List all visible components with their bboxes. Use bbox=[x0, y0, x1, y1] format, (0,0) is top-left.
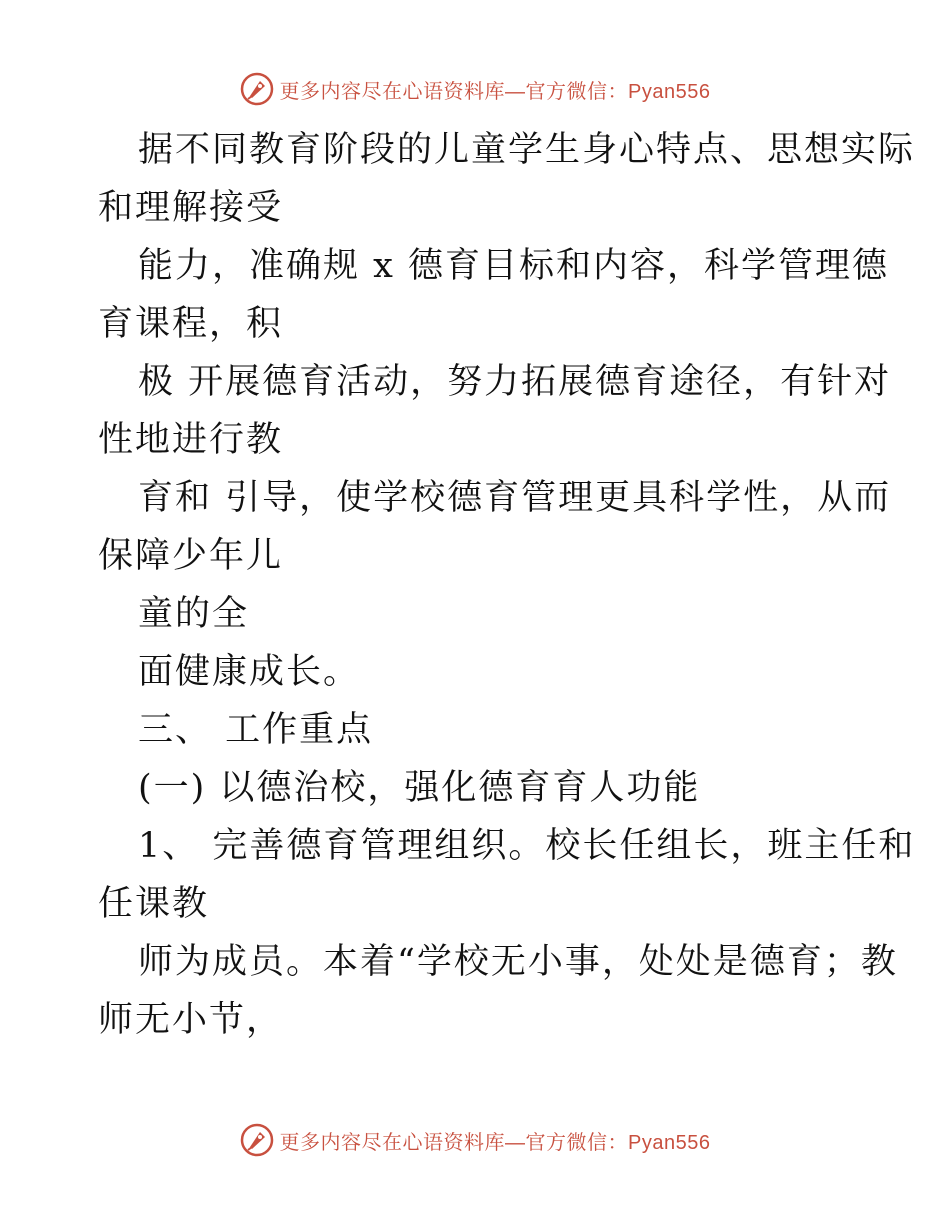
text-line: 师无小节， bbox=[98, 1000, 284, 1040]
text-line: 童的全 bbox=[138, 594, 250, 634]
text-line: 育和 引导，使学校德育管理更具科学性，从而 bbox=[138, 478, 892, 518]
text-line: 育课程，积 bbox=[98, 304, 284, 344]
header-banner bbox=[0, 72, 950, 106]
text-line: 任课教 bbox=[98, 884, 210, 924]
subsection-heading: (一) 以德治校，强化德育育人功能 bbox=[138, 768, 701, 808]
text-line: 性地进行教 bbox=[98, 420, 284, 460]
section-heading: 三、 工作重点 bbox=[138, 710, 374, 750]
banner-text: 更多内容尽在心语资料库—官方微信：Pyan556 bbox=[279, 80, 711, 103]
text-line: 师为成员。本着“学校无小事，处处是德育；教 bbox=[138, 942, 898, 982]
text-line: 能力，准确规 x 德育目标和内容，科学管理德 bbox=[138, 246, 889, 286]
text-line: 保障少年儿 bbox=[98, 536, 284, 576]
text-line: 面健康成长。 bbox=[138, 652, 361, 692]
text-line: 极 开展德育活动，努力拓展德育途径，有针对 bbox=[138, 362, 892, 402]
text-line: 1、 完善德育管理组织。校长任组长，班主任和 bbox=[138, 826, 916, 866]
footer-banner bbox=[0, 1123, 950, 1157]
pen-nib-logo-icon bbox=[240, 72, 274, 106]
text-line: 和理解接受 bbox=[98, 188, 284, 228]
banner-text: 更多内容尽在心语资料库—官方微信：Pyan556 bbox=[279, 1131, 711, 1154]
text-line: 据不同教育阶段的儿童学生身心特点、思想实际 bbox=[138, 130, 916, 170]
pen-nib-logo-icon bbox=[240, 1123, 274, 1157]
